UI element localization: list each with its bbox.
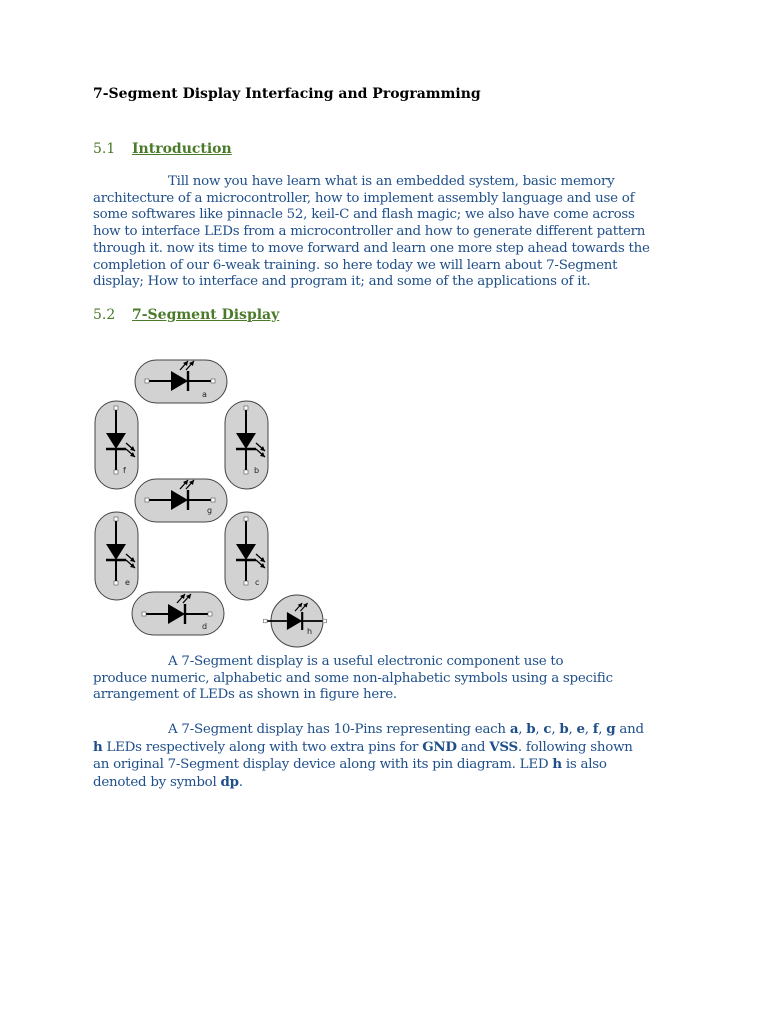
segment-f <box>95 401 138 489</box>
paragraph-line: completion of our 6-weak training. so here today we will learn about 7-Segment <box>93 257 618 273</box>
paragraph-line: Till now you have learn what is an embedded system, basic memory <box>168 174 615 189</box>
segment-h <box>264 595 327 647</box>
segment-e <box>95 512 138 600</box>
segment-label-g: g <box>207 506 213 515</box>
segment-label-f: f <box>123 466 126 475</box>
pin-vss: VSS <box>489 738 518 755</box>
led-h-ref: h <box>552 756 562 773</box>
paragraph-line: A 7-Segment display has 10-Pins representing each a, b, c, b, e, f, g and <box>168 721 644 737</box>
pin-g: g <box>606 721 616 737</box>
paragraph-line: h LEDs respectively along with two extra pins for GND and VSS. following shown <box>93 738 633 755</box>
segment-c <box>225 512 268 600</box>
paragraph-line: through it. now its time to move forward and learn one more step ahead towards the <box>93 240 650 256</box>
section-title: Introduction <box>132 141 232 157</box>
intro-paragraph <box>93 174 683 291</box>
section-heading-introduction <box>93 141 232 157</box>
pin-b: b <box>526 721 536 737</box>
display-paragraph-2 <box>93 721 683 792</box>
segment-b <box>225 401 268 489</box>
paragraph-line: produce numeric, alphabetic and some non-alphabetic symbols using a specific <box>93 670 613 686</box>
segment-label-e: e <box>125 578 130 587</box>
pin-h: h <box>93 738 103 755</box>
section-title: 7-Segment Display <box>132 307 280 323</box>
paragraph-line: A 7-Segment display is a useful electronic component use to <box>168 654 564 669</box>
pin-a: a <box>509 721 519 737</box>
display-paragraph-1 <box>93 654 683 704</box>
segment-label-b: b <box>254 466 260 475</box>
seven-segment-diagram <box>92 355 332 650</box>
section-heading-7-segment-display <box>93 307 279 323</box>
paragraph-line: architecture of a microcontroller, how to implement assembly language and use of <box>93 190 635 206</box>
pin-e: e <box>576 721 585 737</box>
paragraph-line: an original 7-Segment display device along with its pin diagram. LED h is also <box>93 756 607 773</box>
segment-a <box>135 360 227 403</box>
paragraph-line: display; How to interface and program it; and some of the applications of it. <box>93 274 591 290</box>
segment-d <box>132 592 224 635</box>
section-number: 5.2 <box>93 307 116 323</box>
segment-label-c: c <box>255 578 260 587</box>
segment-label-h: h <box>307 627 313 636</box>
pin-b-2: b <box>559 721 569 737</box>
page-title: 7-Segment Display Interfacing and Programming <box>93 86 481 102</box>
paragraph-line: arrangement of LEDs as shown in figure here. <box>93 687 397 703</box>
paragraph-line: denoted by symbol dp. <box>93 774 243 791</box>
pin-c: c <box>543 721 552 737</box>
segment-label-a: a <box>202 390 207 399</box>
paragraph-line: how to interface LEDs from a microcontroller and how to generate different pattern <box>93 224 646 240</box>
segment-label-d: d <box>202 622 208 631</box>
segment-g <box>135 479 227 522</box>
pin-gnd: GND <box>422 738 457 755</box>
pin-f: f <box>592 721 599 737</box>
symbol-dp: dp <box>220 774 239 791</box>
section-number: 5.1 <box>93 141 116 157</box>
paragraph-line: some softwares like pinnacle 52, keil-C and flash magic; we also have come across <box>93 207 635 223</box>
